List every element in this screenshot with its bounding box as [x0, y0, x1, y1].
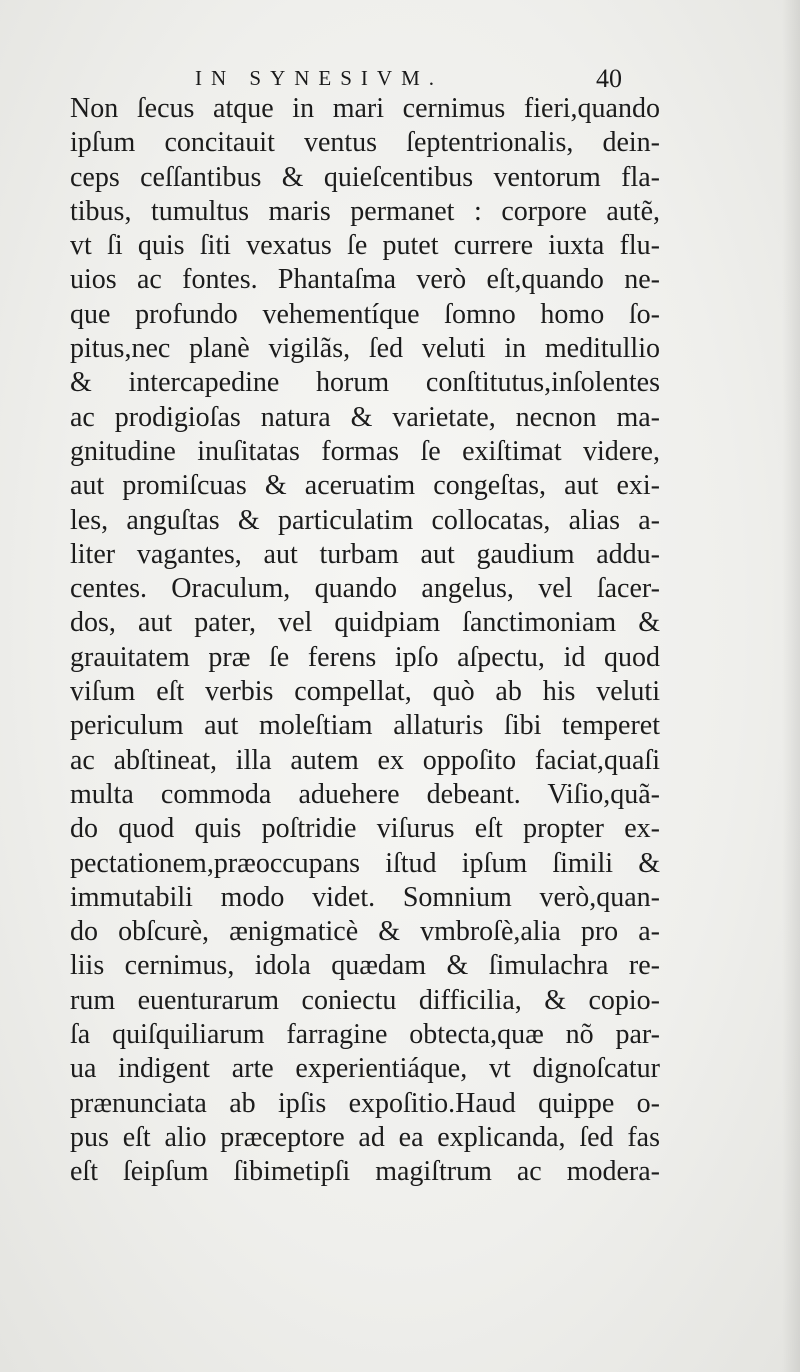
text-line: pectationem,præoccupans iſtud ipſum ſimili & — [70, 847, 660, 879]
text-line: tibus, tumultus maris permanet : corpore autẽ, — [70, 195, 660, 227]
text-line: ac prodigioſas natura & varietate, necnon ma- — [70, 401, 660, 433]
text-line: immutabili modo videt. Somnium verò,quan- — [70, 881, 660, 913]
text-line: que profundo vehementíque ſomno homo ſo- — [70, 298, 660, 330]
text-line: uios ac fontes. Phantaſma verò eſt,quando ne- — [70, 264, 660, 296]
text-line: aut promiſcuas & aceruatim congeſtas, aut exi- — [70, 470, 660, 502]
text-line: do quod quis poſtridie viſurus eſt propter ex- — [70, 813, 660, 845]
text-line: grauitatem præ ſe ferens ipſo aſpectu, id quod — [70, 641, 660, 673]
running-head: IN SYNESIVM. — [195, 66, 444, 90]
text-line: ceps ceſſantibus & quieſcentibus ventorum fla- — [70, 161, 660, 193]
text-line: ſa quiſquiliarum farragine obtecta,quæ nõ par- — [70, 1019, 660, 1051]
text-line: ua indigent arte experientiáque, vt dignoſcatur — [70, 1053, 660, 1085]
text-line: pus eſt alio præceptore ad ea explicanda, ſed fas — [70, 1121, 660, 1153]
text-line: ac abſtineat, illa autem ex oppoſito faciat,quaſi — [70, 744, 660, 776]
body-text — [70, 92, 660, 1190]
text-line: prænunciata ab ipſis expoſitio.Haud quippe o- — [70, 1087, 660, 1119]
text-line: viſum eſt verbis compellat, quò ab his veluti — [70, 676, 660, 708]
text-line: centes. Oraculum, quando angelus, vel ſacer- — [70, 573, 660, 605]
text-line: les, anguſtas & particulatim collocatas, alias a- — [70, 504, 660, 536]
text-line: gnitudine inuſitatas formas ſe exiſtimat videre, — [70, 435, 660, 467]
page-number: 40 — [596, 64, 622, 93]
text-line: & intercapedine horum conſtitutus,inſolentes — [70, 367, 660, 399]
text-line: Non ſecus atque in mari cernimus fieri,quando — [70, 93, 660, 124]
text-line: do obſcurè, ænigmaticè & vmbroſè,alia pro a- — [70, 916, 660, 948]
text-line: dos, aut pater, vel quidpiam ſanctimoniam & — [70, 607, 660, 639]
text-line: vt ſi quis ſiti vexatus ſe putet currere iuxta flu- — [70, 230, 660, 262]
text-line: ipſum concitauit ventus ſeptentrionalis, dein- — [70, 127, 660, 159]
text-line: eſt ſeipſum ſibimetipſi magiſtrum ac modera- — [70, 1156, 660, 1188]
text-line: multa commoda aduehere debeant. Viſio,quã- — [70, 778, 660, 810]
page-edge-shadow — [782, 0, 800, 1372]
text-line: periculum aut moleſtiam allaturis ſibi temperet — [70, 710, 660, 742]
text-line: pitus,nec planè vigilãs, ſed veluti in meditullio — [70, 333, 660, 365]
text-line: liter vagantes, aut turbam aut gaudium addu- — [70, 538, 660, 570]
text-line: rum euenturarum coniectu difficilia, & copio- — [70, 984, 660, 1016]
text-line: liis cernimus, idola quædam & ſimulachra re- — [70, 950, 660, 982]
